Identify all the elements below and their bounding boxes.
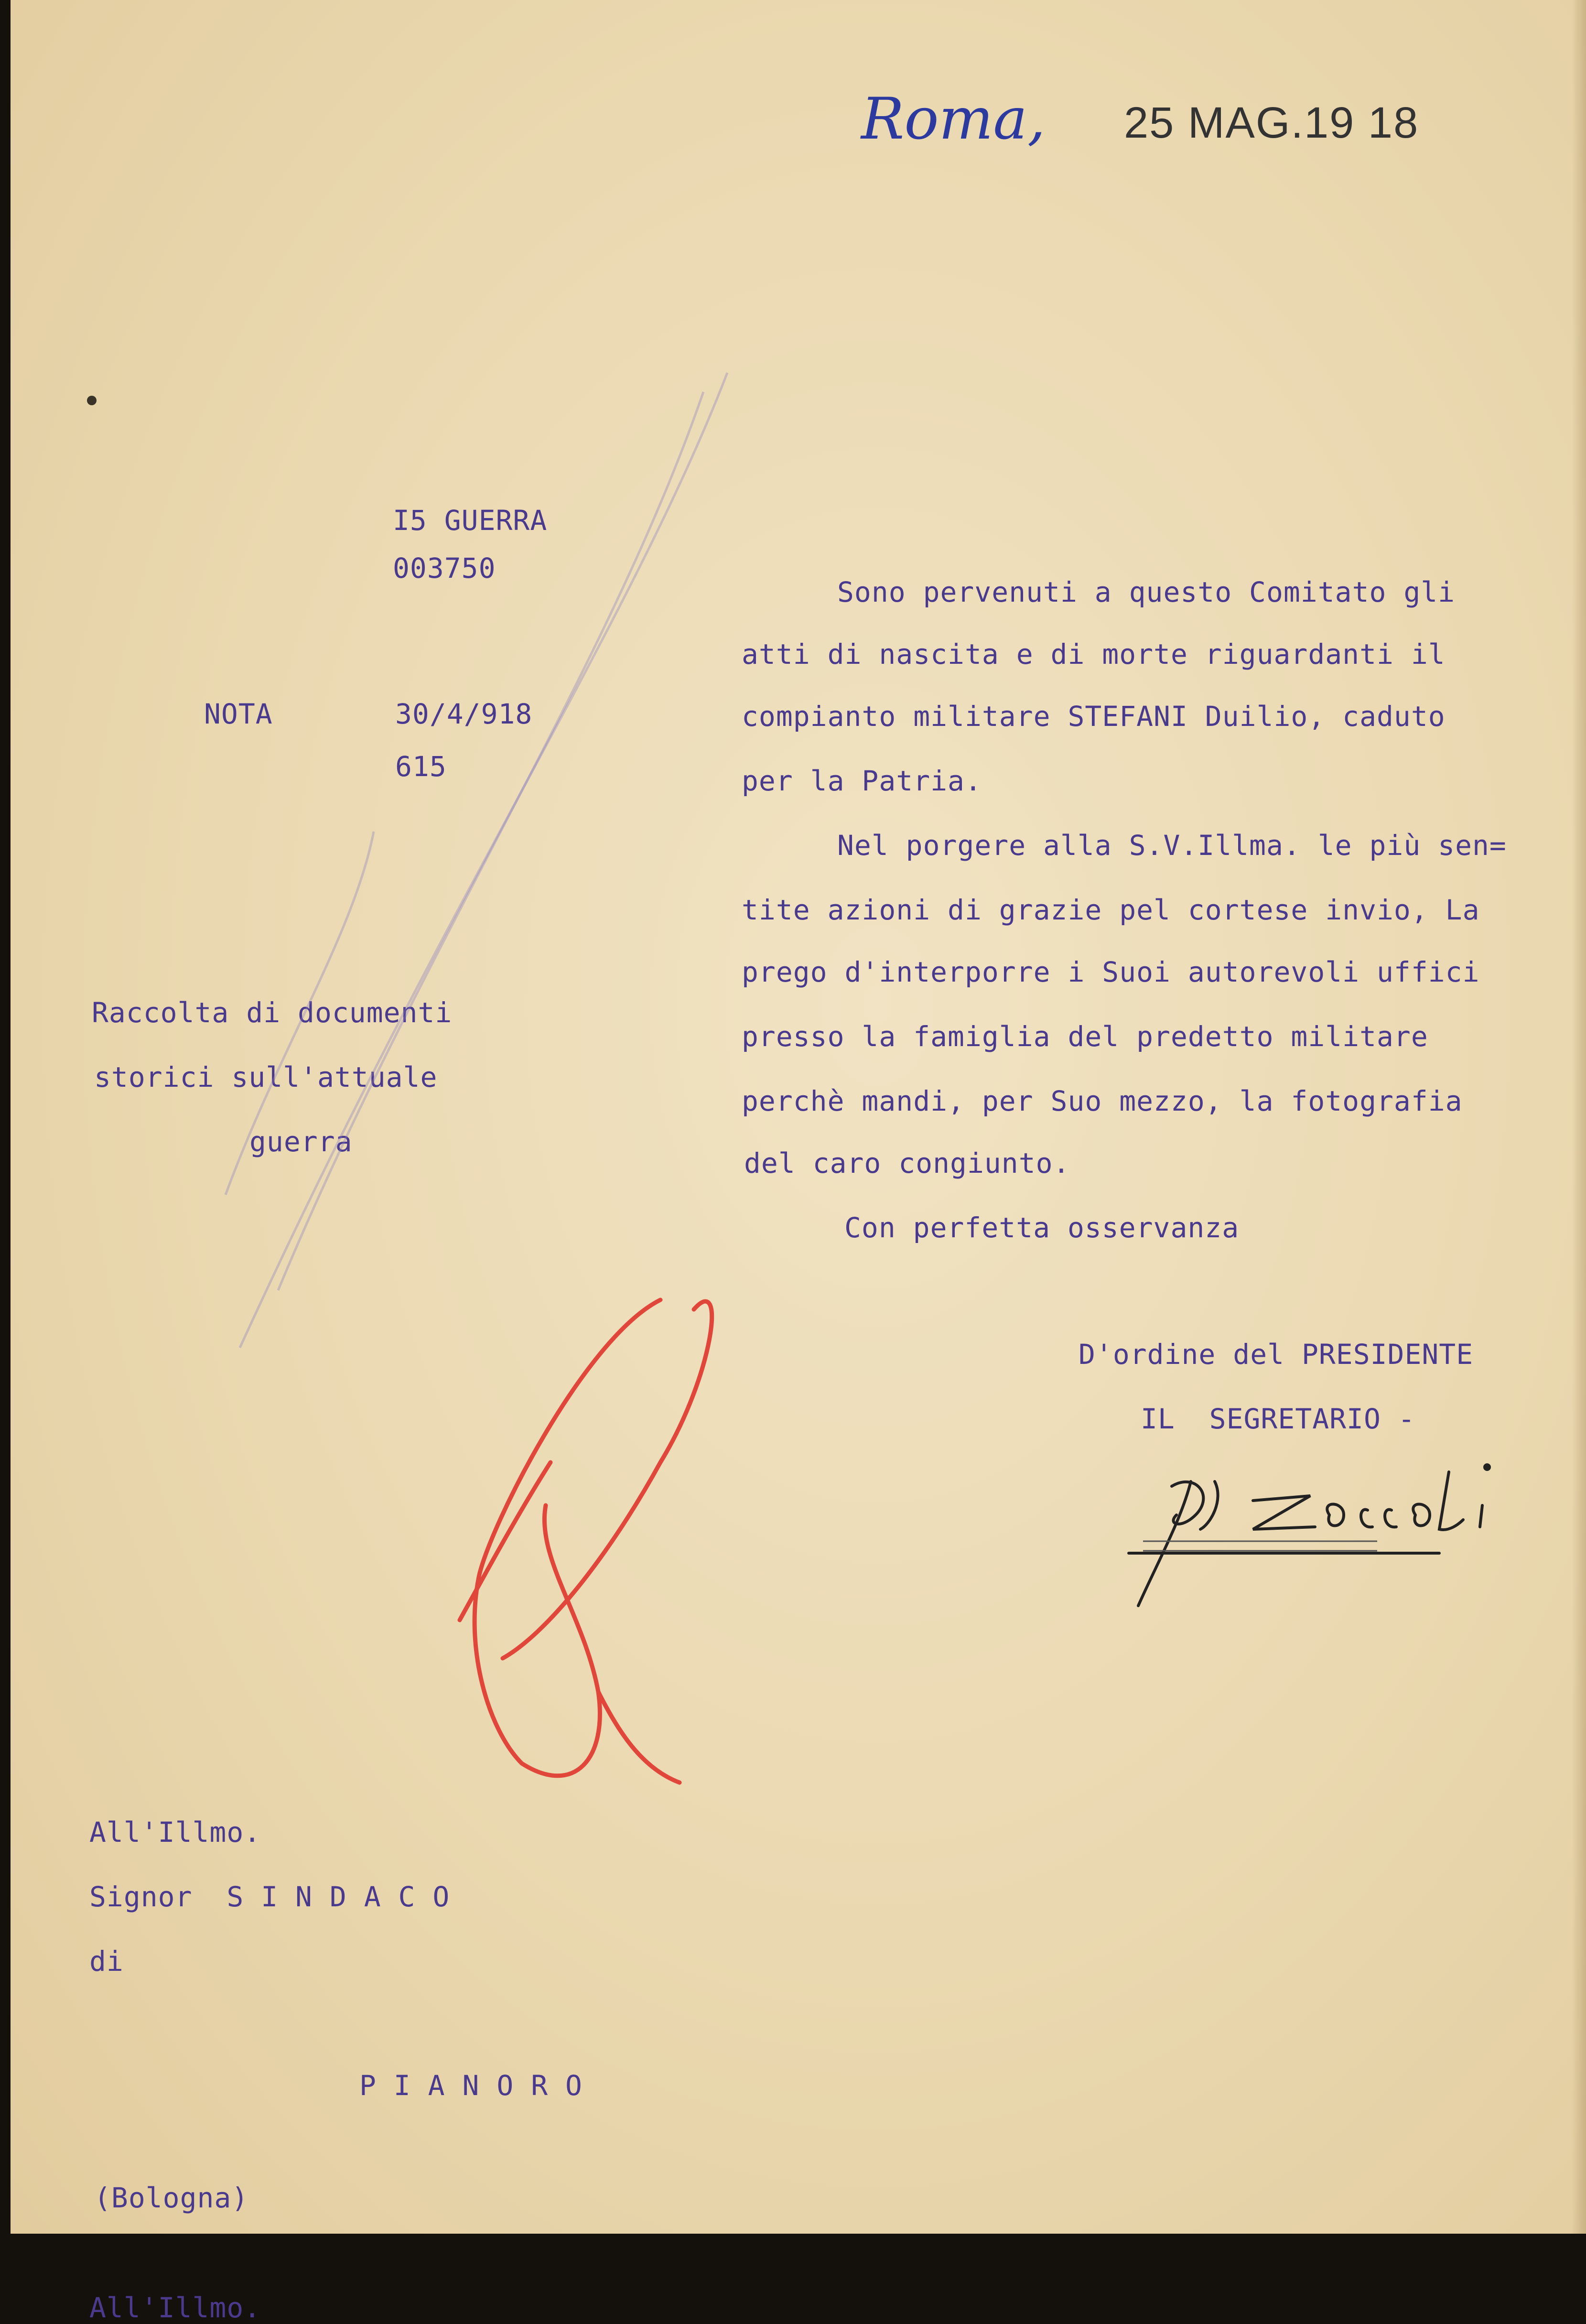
reference-number: 615 (395, 750, 447, 783)
red-pencil-mark (460, 1300, 712, 1783)
recipient-line: (Bologna) (94, 2182, 249, 2214)
date-stamp: 25 MAG.19 18 (1124, 98, 1419, 147)
body-line: compianto militare STEFANI Duilio, caduto (742, 700, 1446, 733)
body-line: presso la famiglia del predetto militare (742, 1020, 1428, 1053)
struck-name (1143, 1541, 1377, 1551)
subject-line: guerra (249, 1125, 353, 1158)
recipient-line: All'Illmo. (89, 2292, 261, 2324)
body-line: del caro congiunto. (744, 1147, 1070, 1179)
body-line: prego d'interporre i Suoi autorevoli uffici (742, 956, 1480, 988)
letter-sheet (11, 0, 1586, 2324)
body-line: tite azioni di grazie pel cortese invio, La (742, 894, 1480, 926)
body-line: Sono pervenuti a questo Comitato gli (837, 576, 1456, 608)
recipient-line: Signor S I N D A C O (89, 1881, 450, 1913)
recipient-line: All'Illmo. (89, 1816, 261, 1848)
recipient-line: di (89, 1945, 124, 1978)
closing-title: IL SEGRETARIO - (1141, 1403, 1415, 1435)
annotations-layer (11, 0, 1586, 2234)
body-line: Con perfetta osservanza (844, 1211, 1240, 1244)
body-line: atti di nascita e di morte riguardanti il (742, 638, 1446, 670)
protocol-code: I5 GUERRA (393, 504, 548, 537)
closing-line: D'ordine del PRESIDENTE (1079, 1338, 1474, 1371)
subject-line: Raccolta di documenti (92, 996, 453, 1029)
body-line: per la Patria. (742, 765, 982, 797)
subject-line: storici sull'attuale (94, 1061, 438, 1093)
pencil-strokes (226, 373, 727, 1348)
signature (1129, 1465, 1489, 1606)
reference-label: NOTA (204, 698, 273, 730)
protocol-number: 003750 (393, 552, 496, 584)
reference-date: 30/4/918 (395, 698, 533, 730)
body-line: Nel porgere alla S.V.Illma. le più sen= (837, 829, 1507, 862)
place-handwritten: Roma, (861, 86, 1046, 152)
recipient-city: P I A N O R O (359, 2069, 583, 2102)
body-line: perchè mandi, per Suo mezzo, la fotografia (742, 1085, 1463, 1117)
